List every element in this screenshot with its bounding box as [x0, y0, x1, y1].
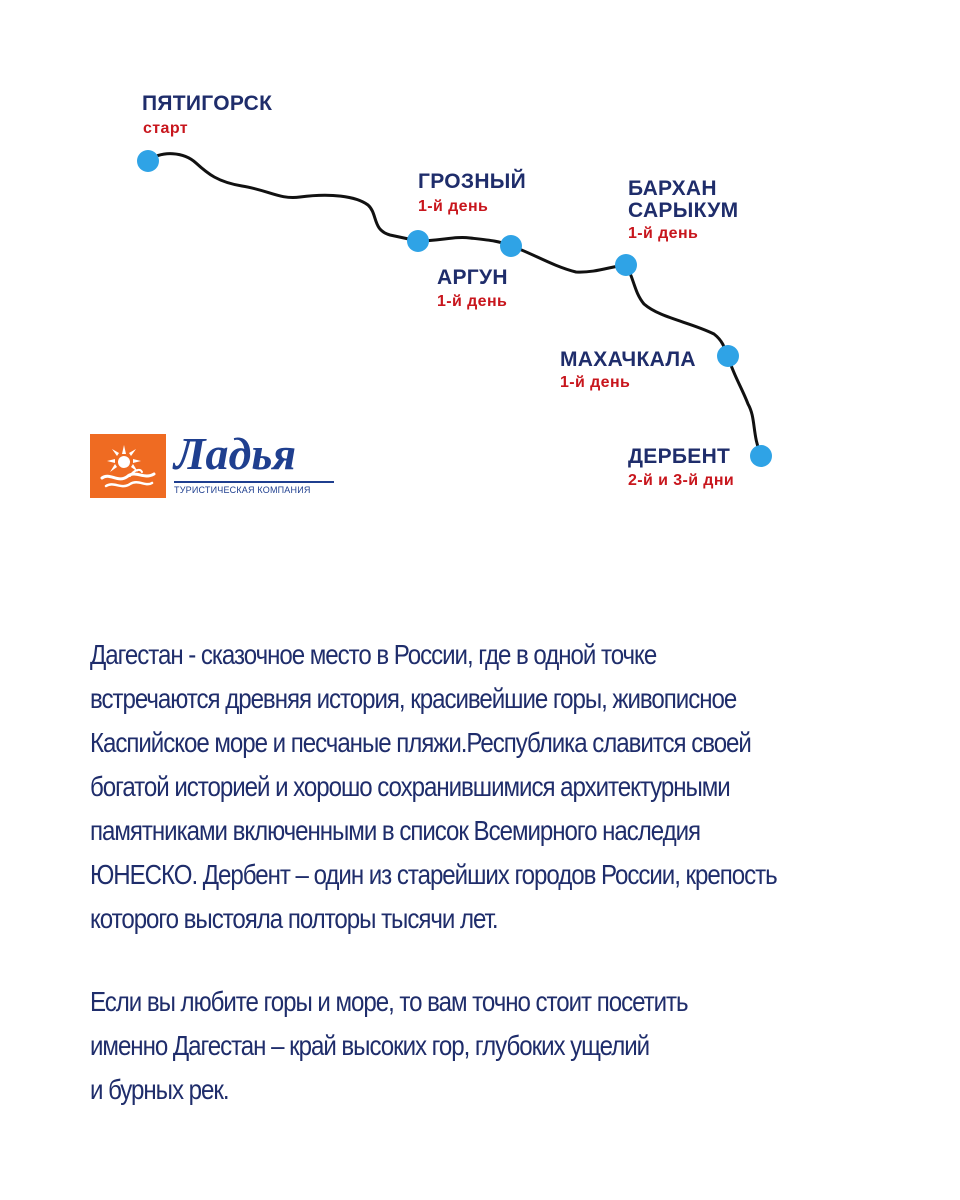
company-logo	[90, 428, 340, 500]
paragraph-2-line: именно Дагестан – край высоких гор, глубоких ущелий	[90, 1030, 650, 1061]
stop-name-pyatigorsk: ПЯТИГОРСК	[142, 92, 273, 115]
stop-name-argun: АРГУН	[437, 266, 508, 289]
logo-divider	[174, 481, 334, 483]
stop-note-grozny: 1-й день	[418, 198, 489, 215]
stop-marker-makhachkala[interactable]	[717, 345, 739, 367]
stop-note-derbent: 2-й и 3-й дни	[628, 472, 735, 489]
paragraph-1-line: ЮНЕСКО. Дербент – один из старейших городов России, крепость	[90, 859, 777, 890]
stop-note-barkhan-sarykum: 1-й день	[628, 225, 699, 242]
stop-name-makhachkala: МАХАЧКАЛА	[560, 348, 696, 371]
paragraph-1-line: богатой историей и хорошо сохранившимися архитектурными	[90, 771, 730, 802]
paragraph-2-line: Если вы любите горы и море, то вам точно стоит посетить	[90, 986, 688, 1017]
stop-note-makhachkala: 1-й день	[560, 374, 631, 391]
stop-marker-grozny[interactable]	[407, 230, 429, 252]
sun-over-waves-icon	[90, 434, 166, 498]
stop-name-grozny: ГРОЗНЫЙ	[418, 170, 527, 193]
stop-name-barkhan-line-2: САРЫКУМ	[628, 199, 739, 222]
stop-note-pyatigorsk: старт	[143, 120, 189, 137]
description-paragraph-2	[90, 980, 804, 1112]
logo-name: Ладья	[174, 428, 297, 479]
paragraph-2-line: и бурных рек.	[90, 1074, 229, 1105]
stop-name-derbent: ДЕРБЕНТ	[628, 445, 731, 468]
stop-note-argun: 1-й день	[437, 293, 508, 310]
paragraph-1-line: Каспийское море и песчаные пляжи.Республика славится своей	[90, 727, 751, 758]
description-paragraph-1	[90, 633, 804, 941]
paragraph-1-line: Дагестан - сказочное место в России, где в одной точке	[90, 639, 657, 670]
stop-marker-argun[interactable]	[500, 235, 522, 257]
logo-emblem	[90, 434, 166, 498]
stop-marker-barkhan-sarykum[interactable]	[615, 254, 637, 276]
paragraph-1-line: которого выстояла полторы тысячи лет.	[90, 903, 498, 934]
stop-marker-derbent[interactable]	[750, 445, 772, 467]
stop-marker-pyatigorsk[interactable]	[137, 150, 159, 172]
paragraph-1-line: встречаются древняя история, красивейшие горы, живописное	[90, 683, 737, 714]
stop-name-barkhan-line-1: БАРХАН	[628, 177, 717, 200]
paragraph-1-line: памятниками включенными в список Всемирного наследия	[90, 815, 701, 846]
logo-subtitle: ТУРИСТИЧЕСКАЯ КОМПАНИЯ	[174, 485, 311, 495]
